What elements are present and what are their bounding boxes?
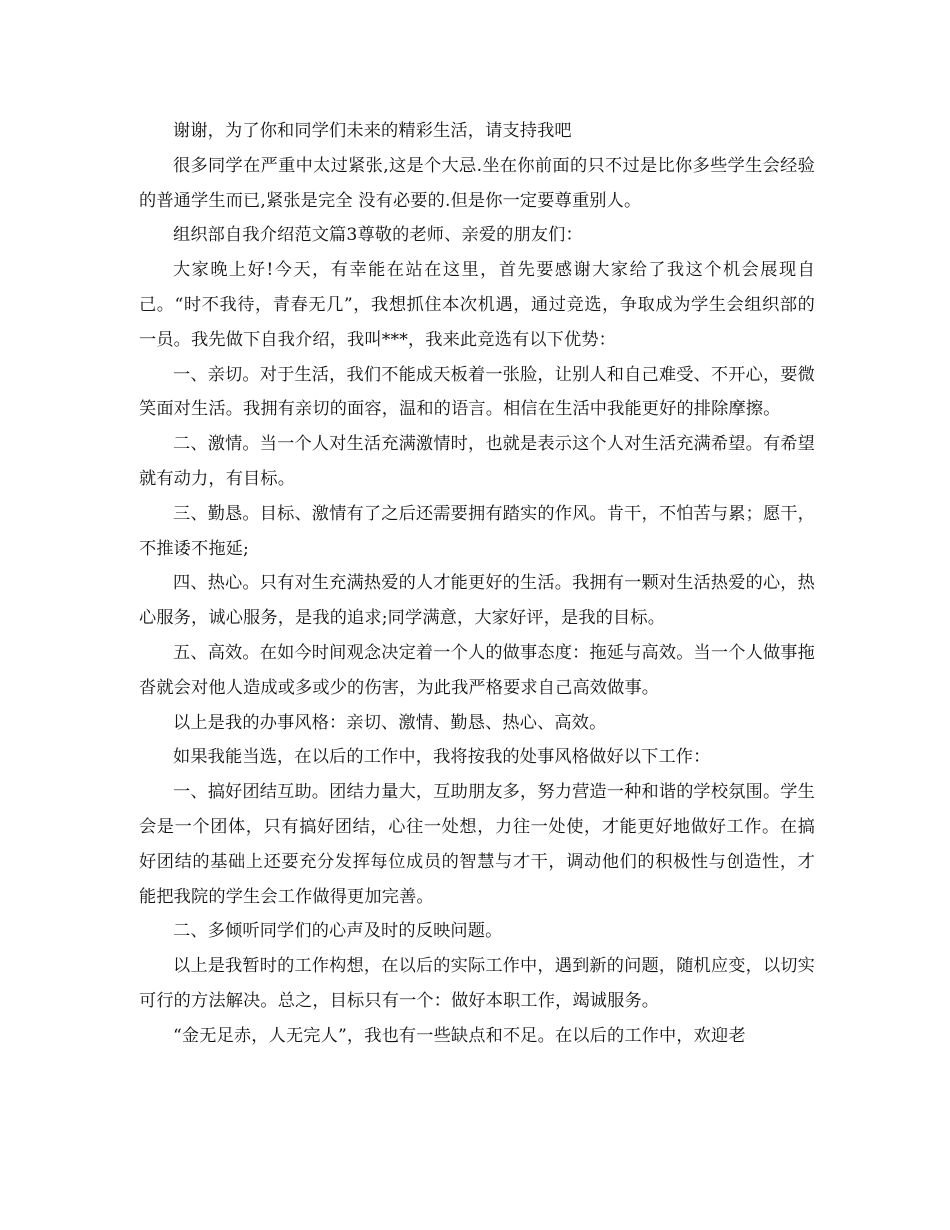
paragraph: 一、亲切。对于生活，我们不能成天板着一张脸，让别人和自己难受、不开心，要微笑面对生活。我拥有亲切的面容，温和的语言。相信在生活中我能更好的排除摩擦。	[139, 364, 815, 420]
paragraph: “金无足赤，人无完人”，我也有一些缺点和不足。在以后的工作中，欢迎老	[173, 1025, 746, 1046]
paragraph: 一、搞好团结互助。团结力量大，互助朋友多，努力营造一种和谐的学校氛围。学生会是一个团体，只有搞好团结，心往一处想，力往一处使，才能更好地做好工作。在搞好团结的基础上还要充分发挥每位成员的智慧与才干，调动他们的积极性与创造性，才能把我院的学生会工作做得更加完善。	[139, 782, 815, 907]
paragraph: 三、勤恳。目标、激情有了之后还需要拥有踏实的作风。肯干，不怕苦与累；愿干，不推诿不拖延;	[139, 503, 815, 559]
paragraph: 如果我能当选，在以后的工作中，我将按我的处事风格做好以下工作：	[173, 747, 711, 768]
paragraph: 很多同学在严重中太过紧张,这是个大忌.坐在你前面的只不过是比你多些学生会经验的普通学生而已,紧张是完全 没有必要的.但是你一定要尊重别人。	[139, 155, 815, 211]
paragraph: 四、热心。只有对生充满热爱的人才能更好的生活。我拥有一颗对生活热爱的心，热心服务，诚心服务，是我的追求;同学满意，大家好评，是我的目标。	[139, 573, 815, 629]
paragraph: 二、多倾听同学们的心声及时的反映问题。	[173, 921, 503, 942]
paragraph: 谢谢，为了你和同学们未来的精彩生活，请支持我吧	[173, 121, 572, 141]
paragraph: 大家晚上好!今天，有幸能在站在这里，首先要感谢大家给了我这个机会展现自己。“时不我待，青春无几”，我想抓住本次机遇，通过竞选，争取成为学生会组织部的一员。我先做下自我介绍，我叫***，我来此竞选有以下优势：	[139, 260, 815, 350]
paragraph: 五、高效。在如今时间观念决定着一个人的做事态度：拖延与高效。当一个人做事拖沓就会对他人造成或多或少的伤害，为此我严格要求自己高效做事。	[139, 642, 815, 698]
paragraph: 以上是我的办事风格：亲切、激情、勤恳、热心、高效。	[173, 712, 607, 733]
paragraph: 组织部自我介绍范文篇3尊敬的老师、亲爱的朋友们：	[173, 225, 583, 246]
paragraph: 二、激情。当一个人对生活充满激情时，也就是表示这个人对生活充满希望。有希望就有动力，有目标。	[139, 434, 815, 489]
document-body	[139, 114, 815, 1054]
paragraph: 以上是我暂时的工作构想，在以后的实际工作中，遇到新的问题，随机应变，以切实可行的方法解决。总之，目标只有一个：做好本职工作，竭诚服务。	[139, 956, 815, 1011]
